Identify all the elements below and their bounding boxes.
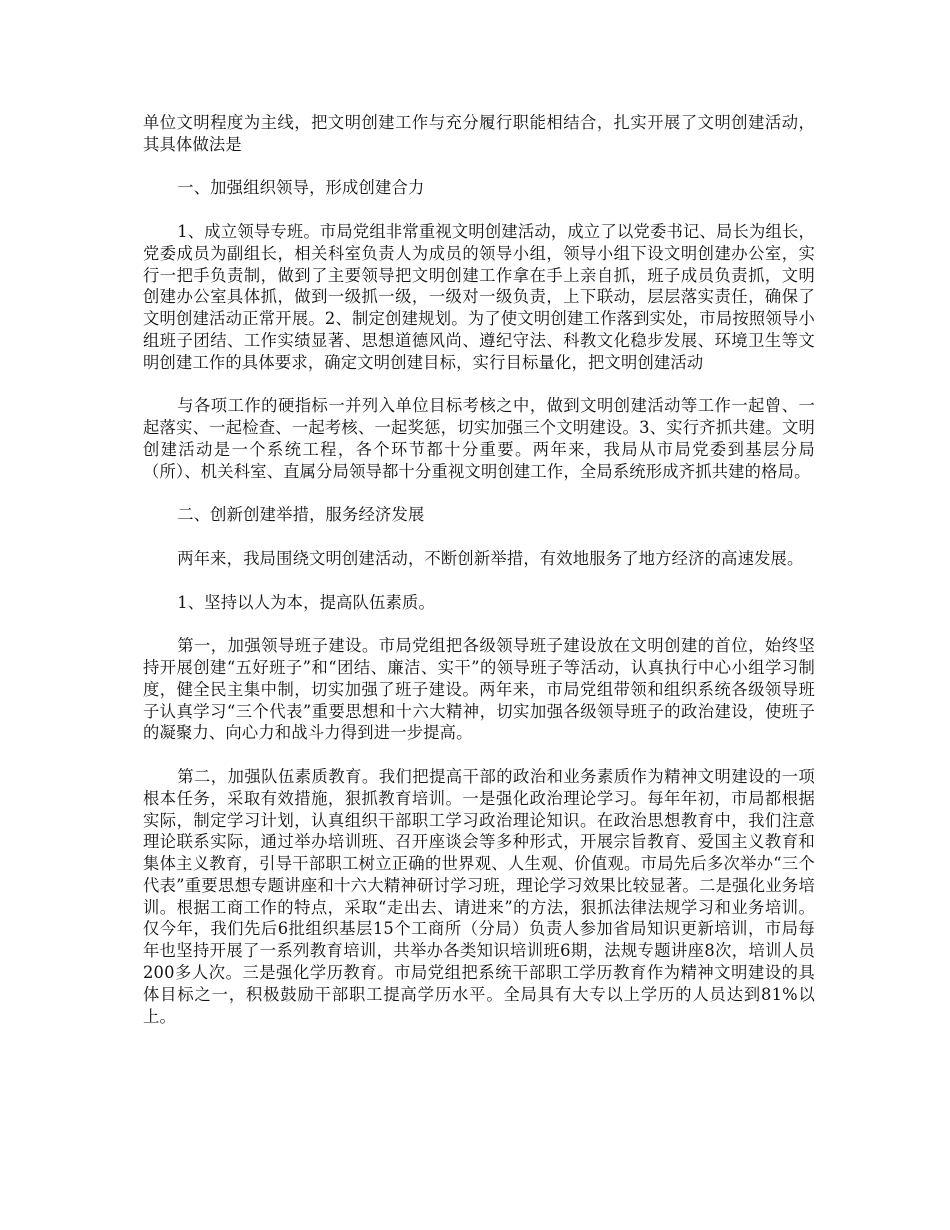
paragraph-assessment: 与各项工作的硬指标一并列入单位目标考核之中，做到文明创建活动等工作一起曾、一起落实、一起检查、一起考核、一起奖惩，切实加强三个文明建设。3、实行齐抓共建。文明创建活动是一个系统工程，各个环节都十分重要。两年来，我局从市局党委到基层分局（所）、机关科室、直属分局领导都十分重视文明创建工作，全局系统形成齐抓共建的格局。 [143,396,815,481]
document-body [143,112,815,1049]
paragraph-intro: 单位文明程度为主线，把文明创建工作与充分履行职能相结合，扎实开展了文明创建活动，其具体做法是 [143,113,815,154]
subheading-people-first: 1、坚持以人为本，提高队伍素质。 [177,592,435,612]
section-heading-2: 二、创新创建举措，服务经济发展 [177,505,425,525]
paragraph-leadership: 1、成立领导专班。市局党组非常重视文明创建活动，成立了以党委书记、局长为组长，党委成员为副组长，相关科室负责人为成员的领导小组，领导小组下设文明创建办公室，实行一把手负责制，做到了主要领导把文明创建工作拿在手上亲自抓，班子成员负责抓，文明创建办公室具体抓，做到一级抓一级，一级对一级负责，上下联动，层层落实责任，确保了文明创建活动正常开展。2、制定创建规划。为了使文明创建工作落到实处，市局按照领导小组班子团结、工作实绩显著、思想道德风尚、遵纪守法、科教文化稳步发展、环境卫生等文明创建工作的具体要求，确定文明创建目标，实行目标量化，把文明创建活动 [143,221,815,372]
section-heading-1: 一、加强组织领导，形成创建合力 [177,178,425,198]
paragraph-leadership-team: 第一，加强领导班子建设。市局党组把各级领导班子建设放在文明创建的首位，始终坚持开展创建“五好班子”和“团结、廉洁、实干”的领导班子等活动，认真执行中心小组学习制度，健全民主集中制，切实加强了班子建设。两年来，市局党组带领和组织系统各级领导班子认真学习“三个代表”重要思想和十六大精神，切实加强各级领导班子的政治建设，使班子的凝聚力、向心力和战斗力得到进一步提高。 [143,636,815,743]
paragraph-innovation: 两年来，我局围绕文明创建活动，不断创新举措，有效地服务了地方经济的高速发展。 [177,548,804,568]
paragraph-quality-education: 第二，加强队伍素质教育。我们把提高干部的政治和业务素质作为精神文明建设的一项根本任务，采取有效措施，狠抓教育培训。一是强化政治理论学习。每年年初，市局都根据实际，制定学习计划，认真组织干部职工学习政治理论知识。在政治思想教育中，我们注意理论联系实际，通过举办培训班、召开座谈会等多种形式，开展宗旨教育、爱国主义教育和集体主义教育，引导干部职工树立正确的世界观、人生观、价值观。市局先后多次举办“三个代表”重要思想专题讲座和十六大精神研讨学习班，理论学习效果比较显著。二是强化业务培训。根据工商工作的特点，采取“走出去、请进来”的方法，狠抓法律法规学习和业务培训。仅今年，我们先后6批组织基层15个工商所（分局）负责人参加省局知识更新培训，市局每年也坚持开展了一系列教育培训，共举办各类知识培训班6期，法规专题讲座8次，培训人员200多人次。三是强化学历教育。市局党组把系统干部职工学历教育作为精神文明建设的具体目标之一，积极鼓励干部职工提高学历水平。全局具有大专以上学历的人员达到81%以上。 [143,766,815,1026]
